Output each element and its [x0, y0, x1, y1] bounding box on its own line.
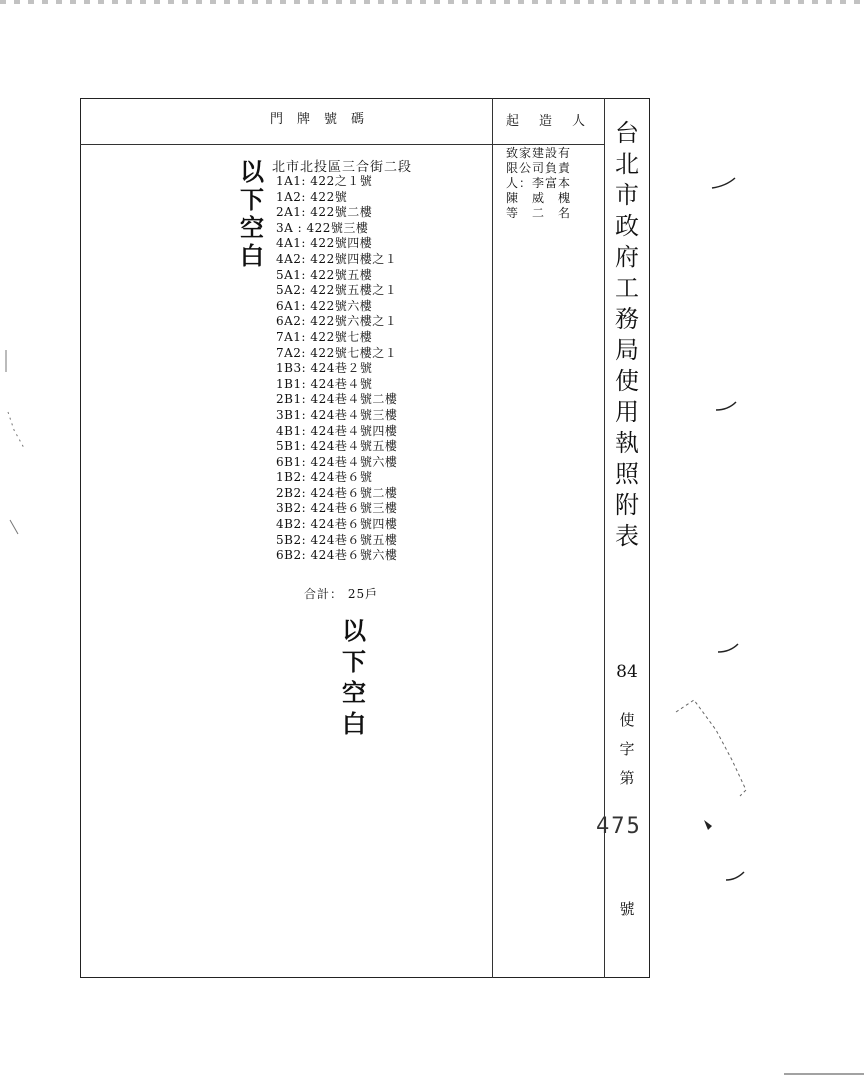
title-char: 台 — [615, 119, 639, 147]
title-char: 表 — [615, 522, 639, 550]
address-row: 2B2: 424巷６號二樓 — [276, 485, 398, 500]
address-row: 6B1: 424巷４號六樓 — [276, 454, 398, 469]
address-row: 5A2: 422號五樓之１ — [276, 283, 398, 298]
header-divider — [80, 144, 605, 145]
address-row: 5A1: 422號五樓 — [276, 267, 373, 282]
title-char: 務 — [615, 305, 639, 333]
title-char: 政 — [615, 212, 639, 240]
license-number: 475 — [596, 814, 642, 839]
address-row: 2B1: 424巷４號二樓 — [276, 392, 398, 407]
license-prefix — [614, 706, 640, 793]
builder-column-divider — [492, 98, 493, 978]
scan-mark — [8, 412, 24, 448]
builder-info — [506, 146, 596, 221]
address-column-header: 門牌號碼 — [270, 112, 379, 127]
address-row: 5B2: 424巷６號五樓 — [276, 532, 398, 547]
builder-line: 限公司負責 — [506, 161, 572, 175]
stamp-char: 空 — [342, 679, 366, 707]
address-row: 7A1: 422號七樓 — [276, 329, 373, 344]
address-row: 5B1: 424巷４號五樓 — [276, 439, 398, 454]
stamp-char: 下 — [342, 648, 366, 676]
prefix-char: 第 — [619, 769, 635, 787]
address-row: 7A2: 422號七樓之１ — [276, 345, 398, 360]
prefix-char: 字 — [619, 740, 635, 758]
scan-top-edge — [0, 0, 864, 4]
scan-mark — [716, 402, 736, 410]
title-char: 市 — [615, 181, 639, 209]
address-row: 6A2: 422號六樓之１ — [276, 314, 398, 329]
address-list — [276, 174, 397, 564]
scan-mark — [718, 644, 738, 652]
scan-mark — [712, 178, 735, 188]
title-char: 執 — [615, 429, 639, 457]
title-char: 使 — [615, 367, 639, 395]
title-char: 北 — [615, 150, 639, 178]
scan-mark — [676, 700, 746, 796]
address-row: 4B2: 424巷６號四樓 — [276, 517, 398, 532]
address-row: 1B2: 424巷６號 — [276, 470, 373, 485]
address-row: 3A : 422號三樓 — [276, 220, 369, 235]
address-district: 北市北投區三合街二段 — [272, 160, 413, 175]
blank-stamp-top — [238, 158, 266, 270]
title-char: 府 — [615, 243, 639, 271]
household-total: 合計： 25戶 — [304, 587, 379, 601]
address-row: 1A2: 422號 — [276, 189, 348, 204]
builder-line: 人：李富本 — [506, 176, 572, 190]
title-char: 照 — [615, 460, 639, 488]
builder-line: 致家建設有 — [506, 146, 572, 160]
title-char: 用 — [615, 398, 639, 426]
title-char: 工 — [615, 274, 639, 302]
stamp-char: 以 — [342, 617, 366, 645]
license-year: 84 — [616, 662, 638, 682]
stamp-char: 下 — [240, 186, 264, 214]
address-row: 3B1: 424巷４號三樓 — [276, 407, 398, 422]
address-row: 1B3: 424巷２號 — [276, 361, 373, 376]
address-row: 3B2: 424巷６號三樓 — [276, 501, 398, 516]
stamp-char: 白 — [240, 242, 264, 270]
scan-mark — [10, 520, 18, 534]
address-row: 4A1: 422號四樓 — [276, 236, 373, 251]
stamp-char: 白 — [342, 710, 366, 738]
address-row: 4A2: 422號四樓之１ — [276, 251, 398, 266]
builder-line: 等 二 名 — [506, 206, 572, 220]
address-row: 4B1: 424巷４號四樓 — [276, 423, 398, 438]
address-row: 1A1: 422之１號 — [276, 174, 373, 188]
prefix-char: 使 — [619, 711, 635, 729]
builder-line: 陳 威 槐 — [506, 191, 572, 205]
address-row: 6A1: 422號六樓 — [276, 298, 373, 313]
address-row: 2A1: 422號二樓 — [276, 205, 373, 220]
side-column-divider — [604, 98, 605, 978]
title-char: 局 — [615, 336, 639, 364]
address-row: 6B2: 424巷６號六樓 — [276, 548, 398, 563]
builder-column-header: 起造人 — [506, 114, 606, 129]
scan-mark — [726, 872, 744, 880]
side-title — [612, 118, 642, 552]
title-char: 附 — [615, 491, 639, 519]
stamp-char: 空 — [240, 214, 264, 242]
address-row: 1B1: 424巷４號 — [276, 376, 373, 391]
blank-stamp-bottom — [340, 616, 368, 740]
scan-mark — [704, 820, 712, 830]
stamp-char: 以 — [240, 158, 264, 186]
license-suffix: 號 — [619, 900, 635, 918]
